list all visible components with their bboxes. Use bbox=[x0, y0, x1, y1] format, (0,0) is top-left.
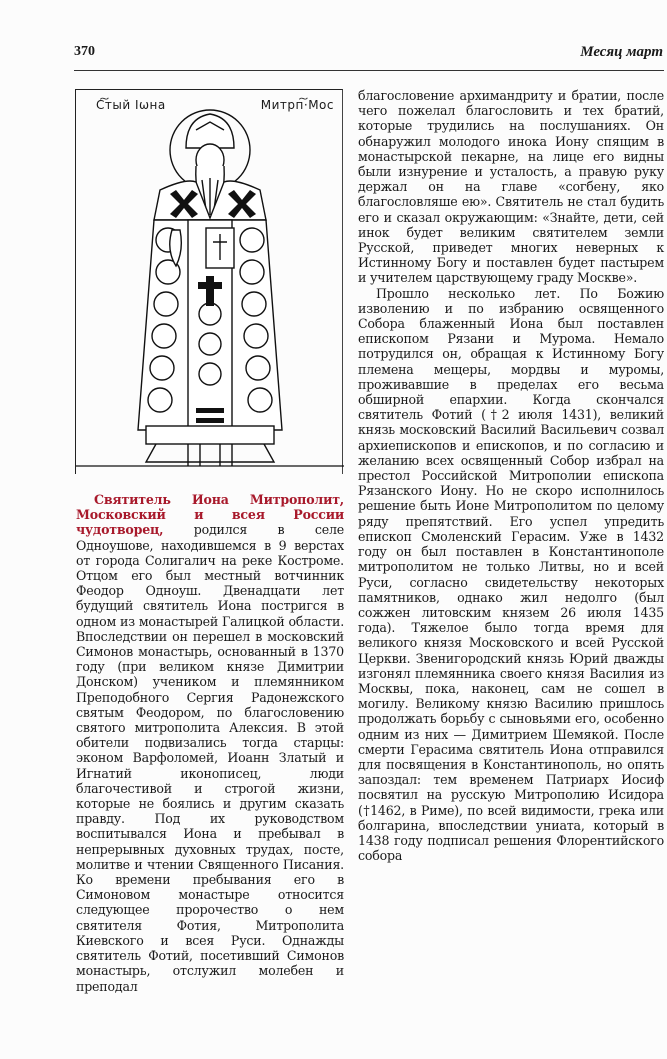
article-title: Святитель Иона Митрополит, Московский и всея России чудотворец, bbox=[76, 492, 344, 538]
page-number: 370 bbox=[74, 44, 95, 59]
saint-icon-illustration bbox=[75, 89, 343, 474]
icon-inscription-left: С͠тый Іѡна bbox=[96, 98, 166, 112]
article-paragraph: Прошло несколько лет. По Божию изволению и по избранию освященного Собора блаженный Иона был поставлен епископом Рязани и Мурома. Немало потрудился он, обращая к Истинному Богу племена мещеры, мордвы и муромы, проживавшие в пределах его весьма обширной епархии. Когда скончался святитель Фотий (†2 июля 1431), великий князь московский Василий Васильевич созвал архиепископов и епископов, и по согласию и желанию всех освященный Собор избрал на престол Российской Митрополии епископа Рязанского Иону. Но не скоро исполнилось решение быть Ионе Митрополитом по целому ряду препятствий. Его успел упредить епископ Смоленский Герасим. Уже в 1432 году он был поставлен в Константинополе митрополитом не только Литвы, но и всей Руси, согласно свидетельству некоторых памятников, однако жил недолго (был сожжен литовским князем 26 июля 1435 года). Тяжелое было тогда время для великого князя Московского и всей Русской Церкви. Звенигородский князь Юрий дважды изгонял племянника своего князя Василия из Москвы, пока, наконец, сам не сошел в могилу. Великому князю Василию пришлось продолжать борьбу с сыновьями его, особенно одним из них — Димитрием Шемякой. После смерти Герасима святитель Иона отправился для посвящения в Константинополь, но опять запоздал: тем временем Патриарх Иосиф посвятил на русскую Митрополию Исидора (†1462, в Риме), по всей видимости, грека или болгарина, впоследствии униата, который в 1438 году подписал решения Флорентийского собора bbox=[358, 285, 664, 864]
icon-inscription-right: Митрп͠·Мос bbox=[260, 98, 334, 112]
article-right-column bbox=[358, 88, 664, 863]
header-rule bbox=[74, 70, 664, 71]
article-left-column bbox=[76, 492, 344, 994]
article-paragraph: благословение архимандриту и братии, после чего пожелал благословить и тех братий, которые трудились на послушаниях. Он обнаружил молодого инока Иону спящим в монастырской пекарне, на лице его видны были изнурение и усталость, а правую руку держал он на главе «согбену, яко благословляше ею». Святитель не стал будить его и сказал окружающим: «Знайте, дети, сей инок будет великим святителем земли Русской, приведет многих неверных к Истинному Богу и поставлен будет пастырем и учителем царствующему граду Москве». bbox=[358, 88, 664, 286]
running-head: Месяц март bbox=[580, 44, 663, 60]
article-body-left: родился в селе Одноушове, находившемся в 9 верстах от города Солигалич на реке Костроме. Отцом его был местный вотчинник Феодор Одноуш. Двенадцати лет будущий святитель Иона постригся в одном из монастырей Галицкой области. Впоследствии он перешел в московский Симонов монастырь, основанный в 1370 году (при великом князе Димитрии Донском) учеником и племянником Преподобного Сергия Радонежского святым Феодором, по благословению святого митрополита Алексия. В этой обители подвизались тогда старцы: эконом Варфоломей, Иоанн Златый и Игнатий иконописец, люди благочестивой и строгой жизни, которые не боялись и другим сказать правду. Под их руководством воспитывался Иона и пребывал в непрерывных духовных трудах, посте, молитве и чтении Священного Писания. Ко времени пребывания его в Симоновом монастыре относится следующее пророчество о нем святителя Фотия, Митрополита Киевского и всея Руси. Однажды святитель Фотий, посетивший Симонов монастырь, отслужил молебен и преподал bbox=[76, 522, 344, 994]
saint-figure-icon bbox=[76, 90, 344, 475]
